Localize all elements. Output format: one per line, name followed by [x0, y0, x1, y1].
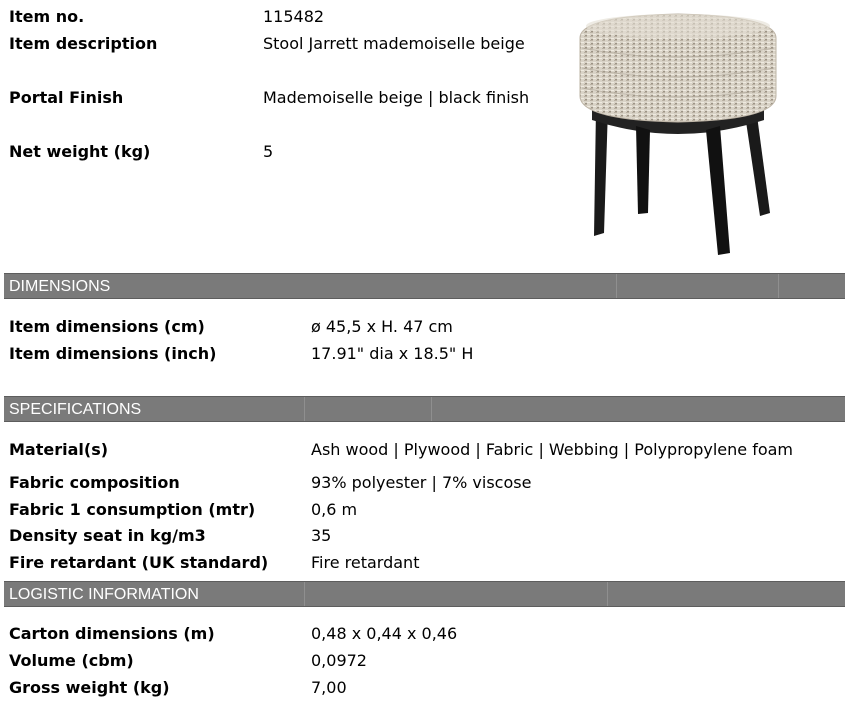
- dimensions-section-title: DIMENSIONS: [9, 278, 111, 295]
- stool-leg-front-right: [706, 126, 730, 255]
- dimensions-value: ø 45,5 x H. 47 cm: [311, 317, 453, 336]
- specification-label: Fabric 1 consumption (mtr): [9, 500, 256, 519]
- dimensions-section-bar: [4, 273, 845, 299]
- logistic-section-bar: [4, 581, 845, 607]
- logistic-label: Carton dimensions (m): [9, 624, 215, 643]
- specifications-section-title: SPECIFICATIONS: [9, 401, 142, 418]
- net-weight-label: Net weight (kg): [9, 142, 151, 161]
- specification-label: Material(s): [9, 440, 109, 459]
- logistic-label: Gross weight (kg): [9, 678, 170, 697]
- logistic-value: 0,48 x 0,44 x 0,46: [311, 624, 458, 643]
- stool-leg-back-left: [594, 108, 608, 236]
- specification-value: 0,6 m: [311, 500, 358, 519]
- specifications-section-bar: [4, 396, 845, 422]
- logistic-value: 7,00: [311, 678, 347, 697]
- item-no-label: Item no.: [9, 7, 85, 26]
- specification-value: 93% polyester | 7% viscose: [311, 473, 532, 492]
- net-weight-value: 5: [263, 142, 274, 161]
- specification-value: 35: [311, 526, 332, 545]
- portal-finish-value: Mademoiselle beige | black finish: [263, 88, 530, 107]
- dimensions-label: Item dimensions (inch): [9, 344, 217, 363]
- specification-value: Fire retardant: [311, 553, 420, 572]
- specification-label: Fabric composition: [9, 473, 180, 492]
- specification-label: Density seat in kg/m3: [9, 526, 206, 545]
- specification-value: Ash wood | Plywood | Fabric | Webbing | Polypropylene foam: [311, 440, 794, 459]
- stool-photo: [578, 8, 778, 258]
- logistic-label: Volume (cbm): [9, 651, 134, 670]
- portal-finish-label: Portal Finish: [9, 88, 124, 107]
- specification-label: Fire retardant (UK standard): [9, 553, 269, 572]
- item-description-label: Item description: [9, 34, 158, 53]
- item-no-value: 115482: [263, 7, 325, 26]
- dimensions-label: Item dimensions (cm): [9, 317, 205, 336]
- logistic-value: 0,0972: [311, 651, 367, 670]
- dimensions-value: 17.91" dia x 18.5" H: [311, 344, 474, 363]
- item-description-value: Stool Jarrett mademoiselle beige: [263, 34, 525, 53]
- stool-leg-front-left: [636, 126, 650, 214]
- logistic-section-title: LOGISTIC INFORMATION: [9, 586, 199, 603]
